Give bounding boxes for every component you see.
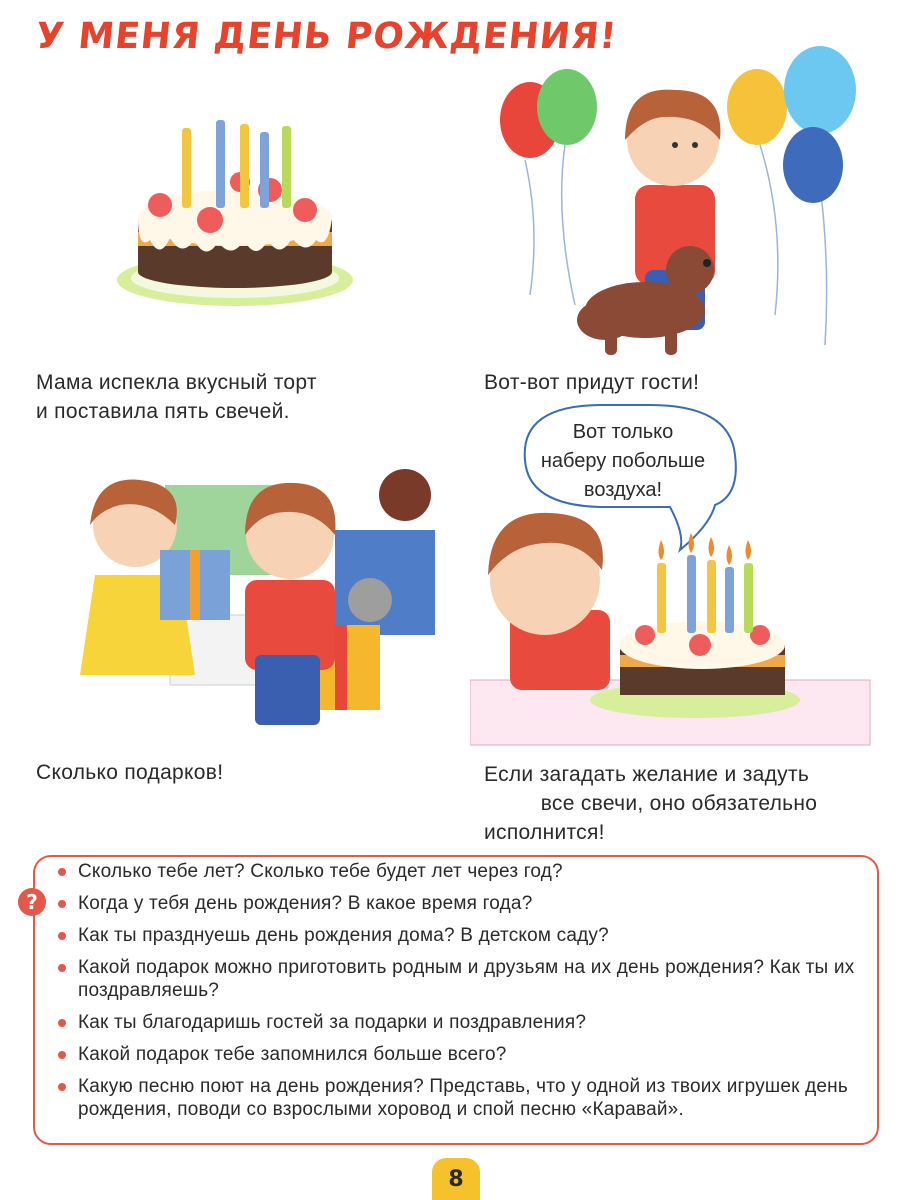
wish-caption xyxy=(484,760,874,847)
question-item: Сколько тебе лет? Сколько тебе будет лет через год? xyxy=(56,860,856,883)
speech-bubble-text xyxy=(528,418,718,505)
cake-caption-line-2: и поставила пять свечей. xyxy=(36,400,290,423)
questions-list xyxy=(56,860,856,1130)
guests-illustration xyxy=(495,45,875,365)
bubble-line-3: воздуха! xyxy=(583,479,663,501)
wish-caption-line-3: исполнится! xyxy=(484,821,605,844)
question-item: Как ты благодаришь гостей за подарки и поздравления? xyxy=(56,1011,856,1034)
page-number: 8 xyxy=(432,1158,480,1200)
gifts-illustration xyxy=(50,455,450,745)
gifts-caption xyxy=(36,758,223,787)
bubble-line-2: наберу побольше xyxy=(540,450,706,472)
cake-caption-line-1: Мама испекла вкусный торт xyxy=(36,371,317,394)
cake-illustration xyxy=(110,110,360,310)
question-item: Когда у тебя день рождения? В какое время года? xyxy=(56,892,856,915)
gifts-caption-line-1: Сколько подарков! xyxy=(36,761,224,784)
wish-caption-line-2: все свечи, оно обязательно xyxy=(540,792,818,815)
question-icon: ? xyxy=(18,888,46,916)
wish-caption-line-1: Если загадать желание и задуть xyxy=(484,763,810,786)
guests-caption-line-1: Вот-вот придут гости! xyxy=(484,371,700,394)
question-item: Как ты празднуешь день рождения дома? В детском саду? xyxy=(56,924,856,947)
page-title: У МЕНЯ ДЕНЬ РОЖДЕНИЯ! xyxy=(33,16,620,57)
question-item: Какой подарок можно приготовить родным и друзьям на их день рождения? Как ты их поздравляешь? xyxy=(56,956,856,1002)
guests-caption xyxy=(484,368,699,397)
question-item: Какой подарок тебе запомнился больше всего? xyxy=(56,1043,856,1066)
bubble-line-1: Вот только xyxy=(572,421,674,443)
question-item: Какую песню поют на день рождения? Представь, что у одной из твоих игрушек день рождения, поводи со взрослыми хоровод и спой песню «Каравай». xyxy=(56,1075,856,1121)
cake-caption xyxy=(36,368,317,426)
